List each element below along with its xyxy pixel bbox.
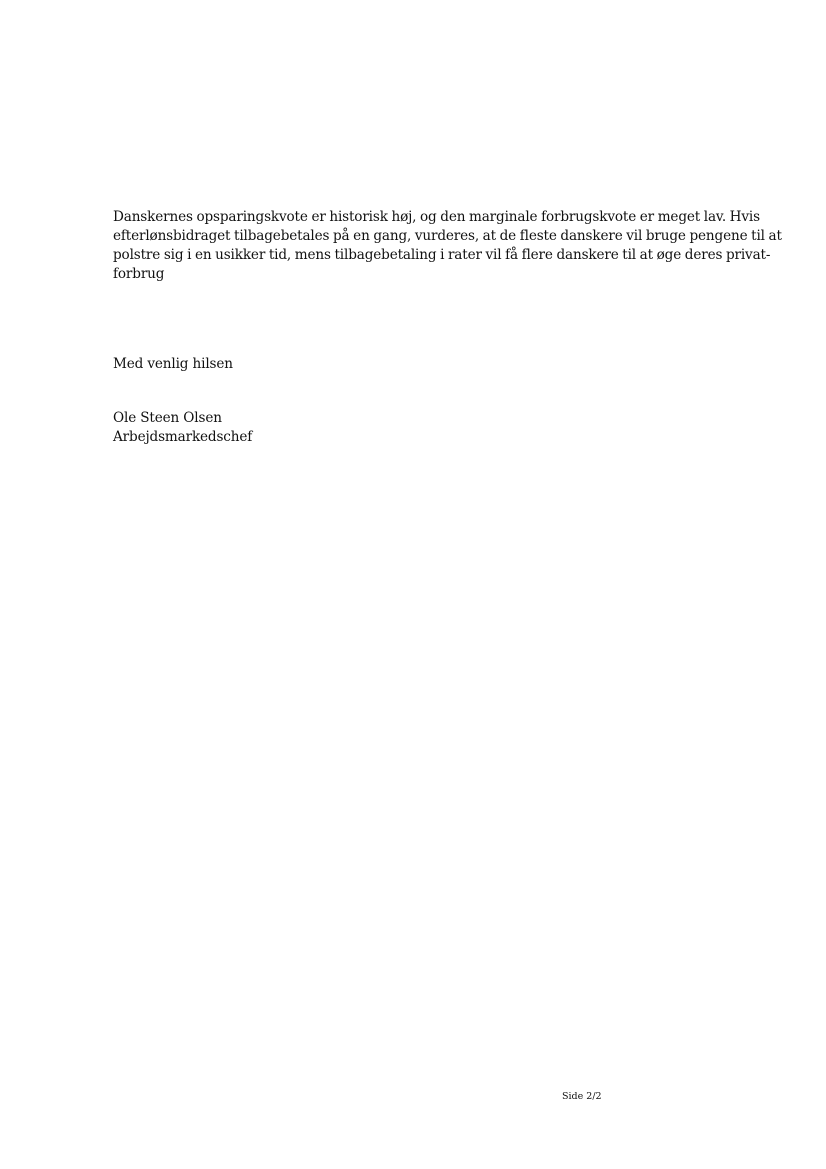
- signer-name: Ole Steen Olsen: [113, 410, 222, 426]
- signer-title: Arbejdsmarkedschef: [113, 428, 253, 445]
- body-line: Danskernes opsparingskvote er historisk høj, og den marginale forbrugskvote er meget lav. Hvis: [113, 209, 760, 225]
- body-line: efterlønsbidraget tilbagebetales på en gang, vurderes, at de fleste danskere vil bruge pengene til at: [113, 227, 782, 244]
- page-number: Side 2/2: [562, 1091, 602, 1102]
- body-line: forbrug: [113, 265, 165, 282]
- closing-salutation: Med venlig hilsen: [113, 356, 233, 372]
- body-paragraph: [113, 208, 782, 284]
- body-line: polstre sig i en usikker tid, mens tilbagebetaling i rater vil få flere danskere til at øge deres privat-: [113, 246, 771, 263]
- signature-block: [113, 409, 252, 447]
